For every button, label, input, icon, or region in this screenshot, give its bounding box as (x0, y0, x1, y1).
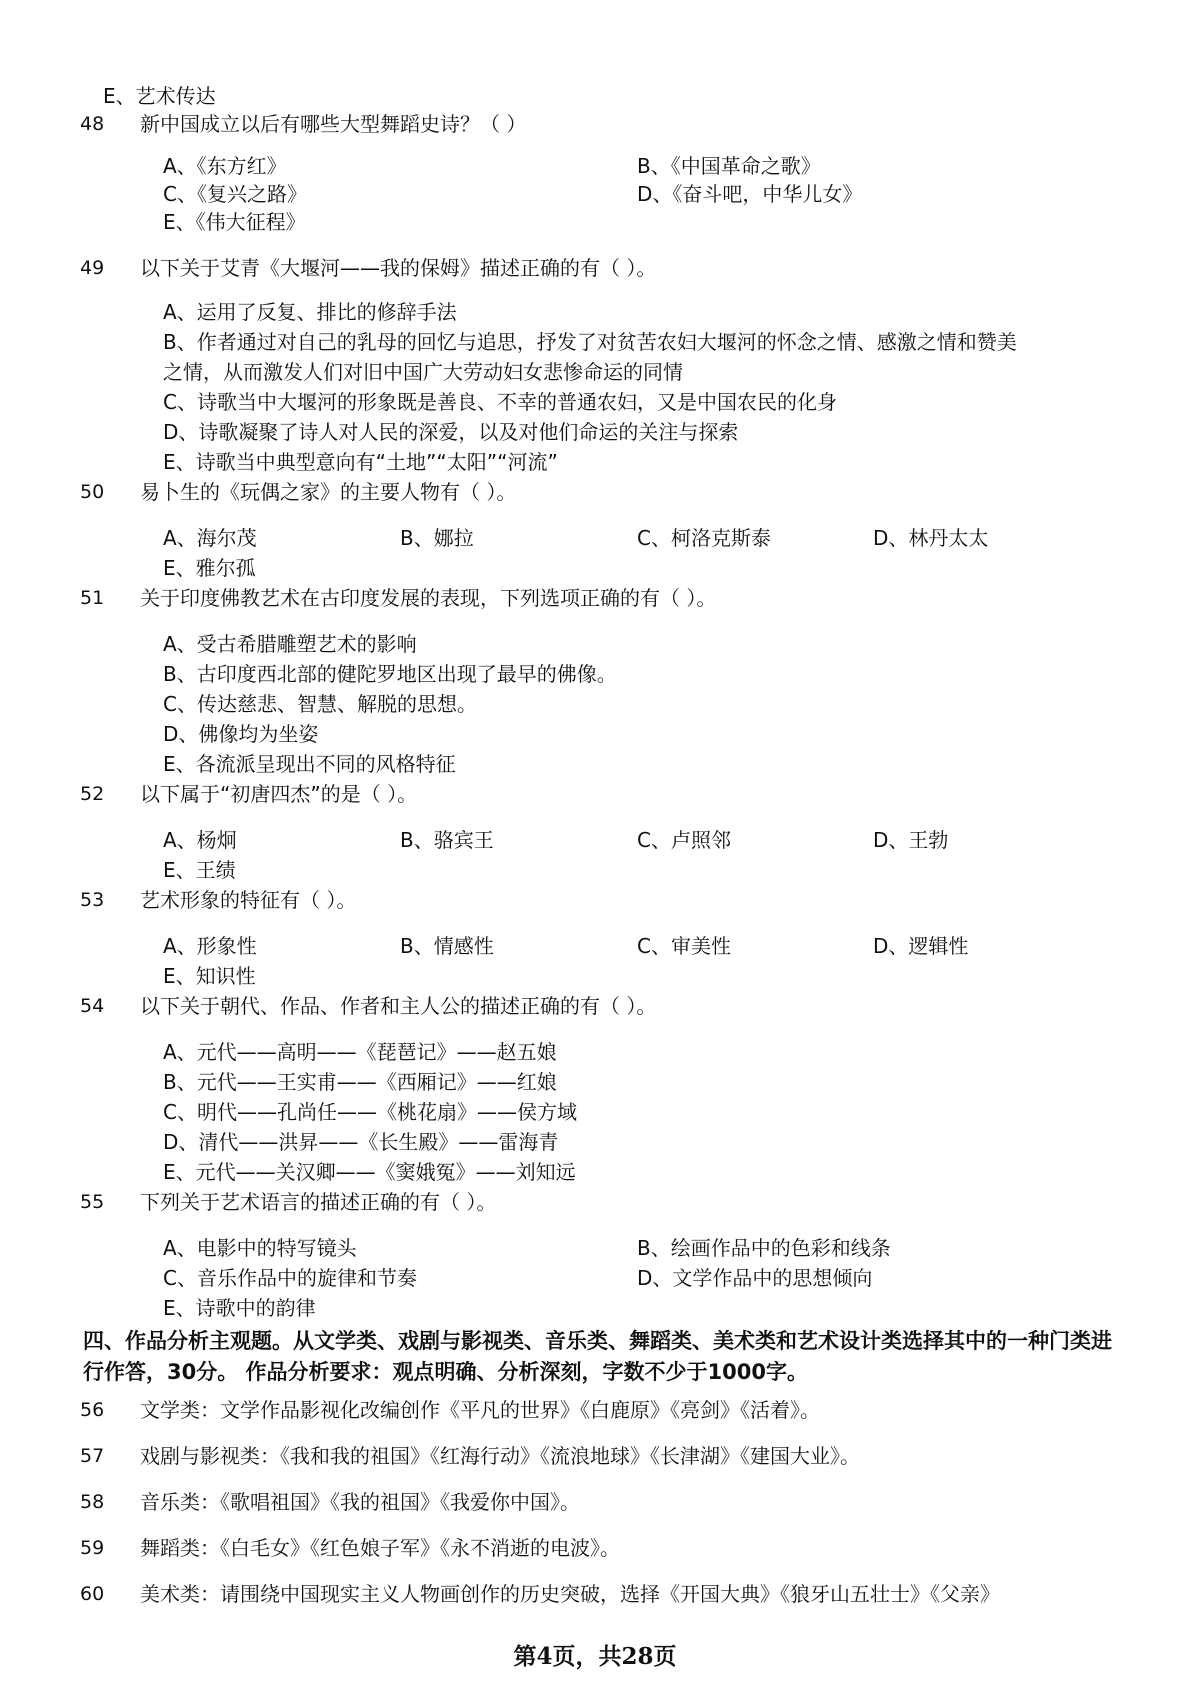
question-number: 59 (80, 1537, 105, 1559)
section-heading: 四、作品分析主观题。从文学类、戏剧与影视类、音乐类、舞蹈类、美术类和艺术设计类选择其中的一种门类进行作答，30分。 作品分析要求：观点明确、分析深刻，字数不少于1000字。 (83, 1329, 1112, 1384)
option: E、《伟大征程》 (163, 210, 306, 234)
option: E、元代——关汉卿——《窦娥冤》——刘知远 (163, 1160, 576, 1184)
option: D、佛像均为坐姿 (163, 722, 319, 746)
question-stem: 易卜生的《玩偶之家》的主要人物有（ ）。 (140, 480, 517, 504)
option: A、形象性 (163, 934, 257, 958)
question-number: 48 (80, 113, 105, 135)
option: A、海尔茂 (163, 526, 257, 550)
question-number: 58 (80, 1491, 105, 1513)
option: C、传达慈悲、智慧、解脱的思想。 (163, 692, 477, 716)
option: E、诗歌中的韵律 (163, 1296, 316, 1320)
question-stem: 新中国成立以后有哪些大型舞蹈史诗？（ ） (140, 112, 527, 136)
option: C、审美性 (637, 934, 731, 958)
question-number: 55 (80, 1191, 105, 1213)
option: D、《奋斗吧，中华儿女》 (637, 182, 863, 206)
question-stem: 文学类：文学作品影视化改编创作《平凡的世界》《白鹿原》《亮剑》《活着》。 (140, 1398, 820, 1422)
option: B、《中国革命之歌》 (637, 154, 821, 178)
page-footer: 第4页，共28页 (513, 1643, 677, 1670)
option: E、雅尔孤 (163, 556, 256, 580)
option: B、古印度西北部的健陀罗地区出现了最早的佛像。 (163, 662, 617, 686)
option: C、音乐作品中的旋律和节奏 (163, 1266, 417, 1290)
option: D、王勃 (873, 828, 949, 852)
option: A、《东方红》 (163, 154, 287, 178)
option: A、电影中的特写镜头 (163, 1236, 357, 1260)
option: A、元代——高明——《琵琶记》——赵五娘 (163, 1040, 557, 1064)
question-stem: 艺术形象的特征有（ ）。 (140, 888, 357, 912)
option: E、知识性 (163, 964, 256, 988)
option: B、娜拉 (400, 526, 474, 550)
option-continuation: 之情，从而激发人们对旧中国广大劳动妇女悲惨命运的同情 (163, 360, 683, 384)
question-stem: 下列关于艺术语言的描述正确的有（ ）。 (140, 1190, 497, 1214)
question-number: 57 (80, 1445, 105, 1467)
option: D、文学作品中的思想倾向 (637, 1266, 873, 1290)
question-stem: 关于印度佛教艺术在古印度发展的表现，下列选项正确的有（ ）。 (140, 586, 717, 610)
option: C、诗歌当中大堰河的形象既是善良、不幸的普通农妇，又是中国农民的化身 (163, 390, 837, 414)
option: B、作者通过对自己的乳母的回忆与追思，抒发了对贫苦农妇大堰河的怀念之情、感激之情和赞美 (163, 330, 1017, 354)
option: B、骆宾王 (400, 828, 494, 852)
option: A、受古希腊雕塑艺术的影响 (163, 632, 417, 656)
option: C、柯洛克斯泰 (637, 526, 771, 550)
question-number: 56 (80, 1399, 105, 1421)
question-stem: 舞蹈类：《白毛女》《红色娘子军》《永不消逝的电波》。 (140, 1536, 620, 1560)
option: D、林丹太太 (873, 526, 989, 550)
question-number: 50 (80, 481, 105, 503)
option: D、清代——洪昇——《长生殿》——雷海青 (163, 1130, 559, 1154)
option: E、各流派呈现出不同的风格特征 (163, 752, 456, 776)
question-number: 52 (80, 783, 105, 805)
option: B、情感性 (400, 934, 494, 958)
question-stem: 以下关于艾青《大堰河——我的保姆》描述正确的有（ ）。 (140, 256, 657, 280)
option: A、杨炯 (163, 828, 237, 852)
question-stem: 音乐类：《歌唱祖国》《我的祖国》《我爱你中国》。 (140, 1490, 580, 1514)
option: C、明代——孔尚任——《桃花扇》——侯方域 (163, 1100, 577, 1124)
option: D、逻辑性 (873, 934, 969, 958)
option: E、诗歌当中典型意向有“土地”“太阳”“河流” (163, 450, 558, 474)
question-number: 53 (80, 889, 105, 911)
option: B、绘画作品中的色彩和线条 (637, 1236, 891, 1260)
option: C、卢照邻 (637, 828, 731, 852)
question-stem: 美术类：请围绕中国现实主义人物画创作的历史突破，选择《开国大典》《狼牙山五壮士》《父亲》 (140, 1582, 1000, 1606)
question-number: 49 (80, 257, 105, 279)
question-number: 54 (80, 995, 105, 1017)
option-47-e: E、艺术传达 (103, 84, 216, 108)
option: A、运用了反复、排比的修辞手法 (163, 300, 457, 324)
option: B、元代——王实甫——《西厢记》——红娘 (163, 1070, 557, 1094)
option: C、《复兴之路》 (163, 182, 307, 206)
question-number: 60 (80, 1583, 105, 1605)
question-stem: 以下关于朝代、作品、作者和主人公的描述正确的有（ ）。 (140, 994, 657, 1018)
option: D、诗歌凝聚了诗人对人民的深爱，以及对他们命运的关注与探索 (163, 420, 739, 444)
question-stem: 戏剧与影视类：《我和我的祖国》《红海行动》《流浪地球》《长津湖》《建国大业》。 (140, 1444, 860, 1468)
question-number: 51 (80, 587, 105, 609)
option: E、王绩 (163, 858, 236, 882)
question-stem: 以下属于“初唐四杰”的是（ ）。 (140, 782, 418, 806)
